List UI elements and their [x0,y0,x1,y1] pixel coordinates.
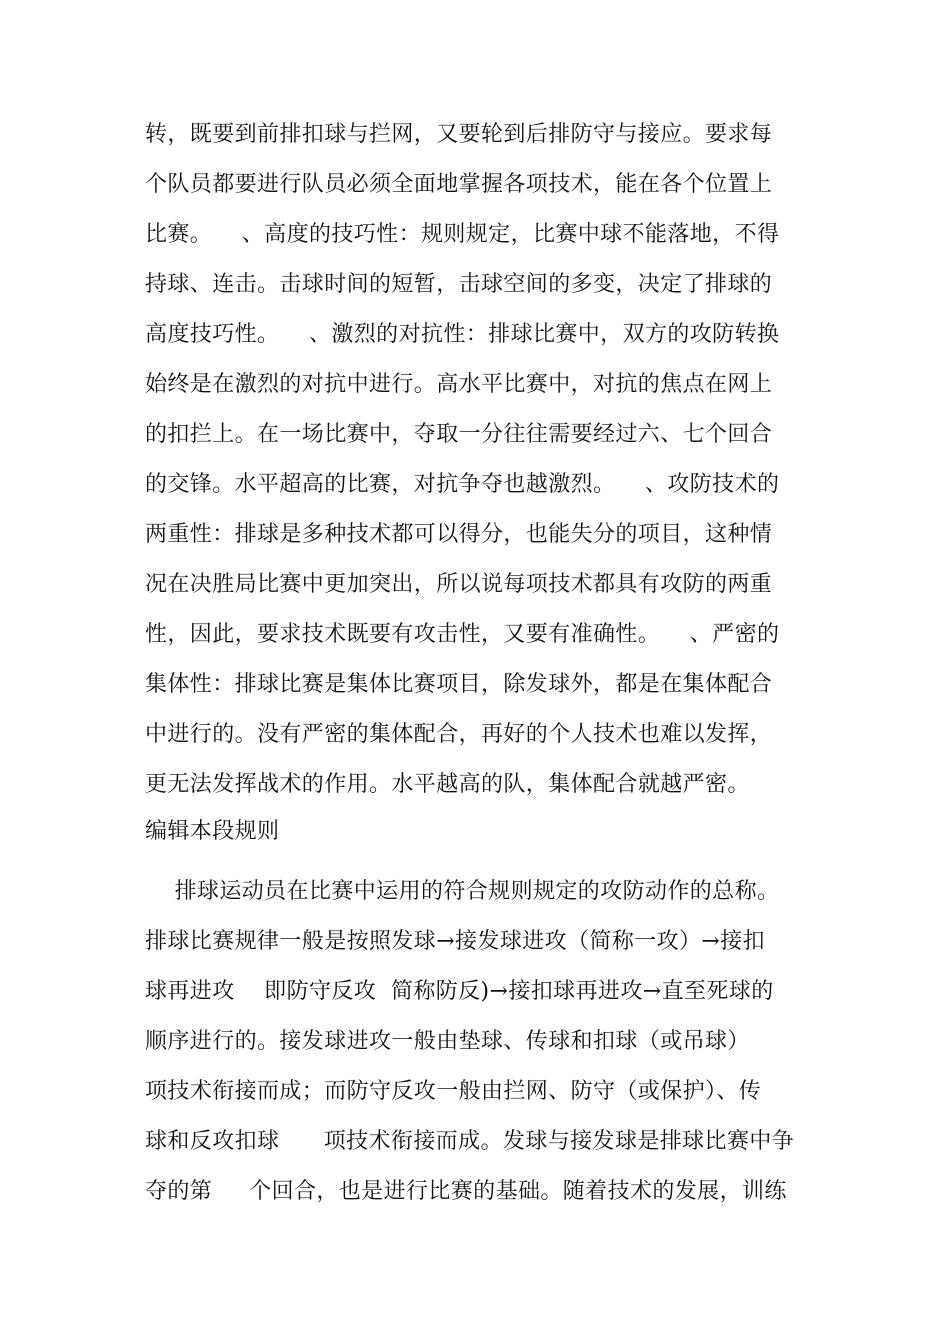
text-line: 比赛。 、高度的技巧性：规则规定，比赛中球不能落地，不得 [145,222,780,247]
text-line: 排球比赛规律一般是按照发球→接发球进攻（简称一攻）→接扣 [145,929,766,954]
text-line: 两重性：排球是多种技术都可以得分，也能失分的项目，这种情 [145,522,773,547]
text-line: 性，因此，要求技术既要有攻击性，又要有准确性。 、严密的 [145,622,780,647]
text-line: 顺序进行的。接发球进攻一般由垫球、传球和扣球（或吊球） [145,1029,750,1054]
text-line: 夺的第 个回合，也是进行比赛的基础。随着技术的发展，训练 [145,1179,787,1204]
text-line: 持球、连击。击球时间的短暂，击球空间的多变，决定了排球的 [145,272,773,297]
text-line: 球和反攻扣球 项技术衔接而成。发球与接发球是排球比赛中争 [145,1129,795,1154]
text-line: 的扣拦上。在一场比赛中，夺取一分往往需要经过六、七个回合 [145,422,773,447]
text-line: 况在决胜局比赛中更加突出，所以说每项技术都具有攻防的两重 [145,572,773,597]
section-heading: 编辑本段规则 [145,819,280,844]
text-line: 集体性：排球比赛是集体比赛项目，除发球外，都是在集体配合 [145,672,773,697]
text-line: 高度技巧性。 、激烈的对抗性：排球比赛中，双方的攻防转换 [145,322,780,347]
text-line: 个队员都要进行队员必须全面地掌握各项技术，能在各个位置上 [145,172,773,197]
text-line: 转，既要到前排扣球与拦网，又要轮到后排防守与接应。要求每 [145,122,773,147]
text-line: 球再进攻 即防守反攻 简称防反)→接扣球再进攻→直至死球的 [145,979,774,1004]
text-line: 的交锋。水平超高的比赛，对抗争夺也越激烈。 、攻防技术的 [145,472,780,497]
text-line: 项技术衔接而成；而防守反攻一般由拦网、防守（或保护）、传 [145,1079,762,1104]
text-line: 更无法发挥战术的作用。水平越高的队，集体配合就越严密。 [145,772,750,797]
text-line: 排球运动员在比赛中运用的符合规则规定的攻防动作的总称。 [145,879,780,904]
text-line: 始终是在激烈的对抗中进行。高水平比赛中，对抗的焦点在网上 [145,372,773,397]
text-line: 中进行的。没有严密的集体配合，再好的个人技术也难以发挥， [145,722,773,747]
